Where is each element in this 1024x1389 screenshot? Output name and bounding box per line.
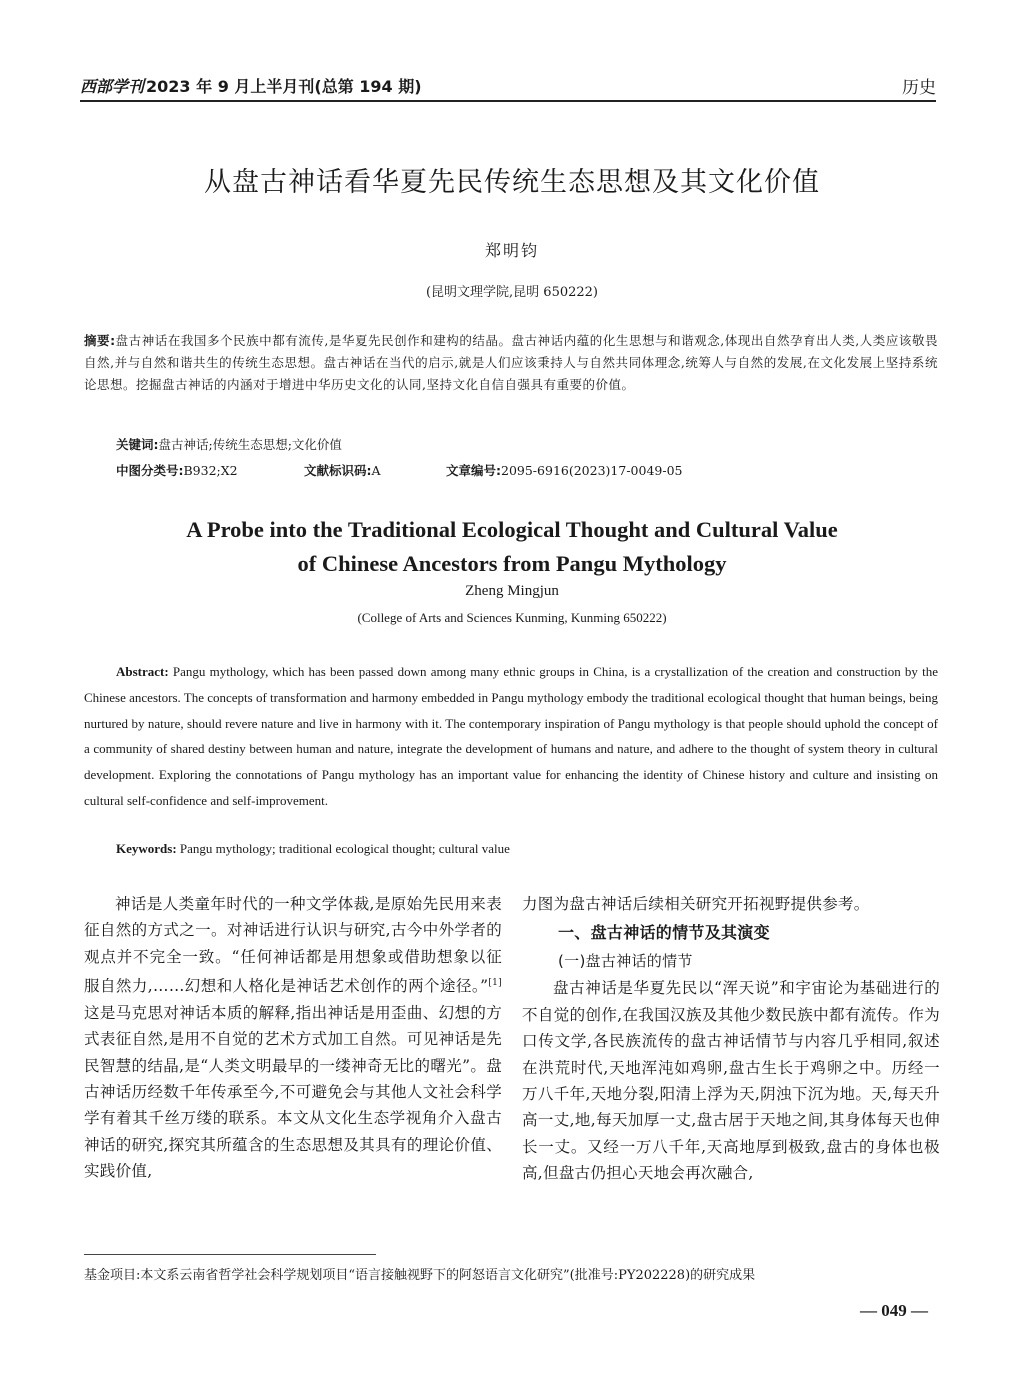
- author-chinese: 郑明钧: [484, 241, 539, 260]
- body-paragraph: [84, 891, 502, 1185]
- article-label: 文章编号:: [446, 463, 501, 478]
- subsection-heading: (一)盘古神话的情节: [558, 952, 693, 971]
- clc-label: 中图分类号:: [116, 463, 184, 478]
- page-number: — 049 —: [860, 1301, 928, 1320]
- title-english: [60, 513, 964, 581]
- keywords-chinese: [116, 435, 342, 453]
- abstract-text-cn: 盘古神话在我国多个民族中都有流传,是华夏先民创作和建构的结晶。盘古神话内蕴的化生思想与和谐观念,体现出自然孕育出人类,人类应该敬畏自然,并与自然和谐共生的传统生态思想。盘古神话在当代的启示,就是人们应该秉持人与自然共同体理念,统筹人与自然的发展,在文化发展上坚持系统论思想。挖掘盘古神话的内涵对于增进中华历史文化的认同,坚持文化自信自强具有重要的价值。: [84, 333, 938, 392]
- abstract-label-cn: 摘要:: [84, 333, 116, 348]
- body-text: 这是马克思对神话本质的解释,指出神话是用歪曲、幻想的方式表征自然,是用不自觉的艺术方式加工自然。可见神话是先民智慧的结晶,是“人类文明最早的一缕神奇无比的曙光”。盘古神话历经数千年传承至今,不可避免会与其他人文社会科学学有着其千丝万缕的联系。本文从文化生态学视角介入盘古神话的研究,探究其所蕴含的生态思想及其具有的理论价值、实践价值,: [84, 1003, 502, 1181]
- footnote-rule: [84, 1254, 376, 1255]
- body-column-left: [84, 891, 502, 1185]
- abstract-text-en: Pangu mythology, which has been passed down among many ethnic groups in China, is a crystallization of the creation and construction by the Chinese ancestors. The concepts of transformation and harmony embedded in Pangu mythology embody the traditional ecological thought that human beings, being nurtured by nature, should revere nature and live in harmony with it. The contemporary inspiration of Pangu mythology is that people should uphold the concept of a community of shared destiny between human and nature, integrate the development of humans and nature, and adhere to the thought of system theory in cultural development. Exploring the connotations of Pangu mythology has an important value for enhancing the identity of Chinese history and culture and insisting on cultural self-confidence and self-improvement.: [84, 664, 939, 808]
- doc-label: 文献标识码:: [304, 463, 372, 478]
- clc-number: [116, 461, 304, 479]
- keywords-text-cn: 盘古神话;传统生态思想;文化价值: [158, 437, 342, 452]
- affiliation-english: (College of Arts and Sciences Kunming, Kunming 650222): [357, 610, 667, 625]
- funding-footnote: 基金项目:本文系云南省哲学社会科学规划项目“语言接触视野下的阿怒语言文化研究”(批准号:PY202228)的研究成果: [84, 1268, 756, 1283]
- abstract-chinese: [84, 330, 938, 396]
- title-english-line2: of Chinese Ancestors from Pangu Mythology: [297, 551, 727, 576]
- issue-info: 2023 年 9 月上半月刊(总第 194 期): [146, 76, 422, 96]
- section-heading: 一、盘古神话的情节及其演变: [558, 923, 770, 943]
- document-code: [304, 461, 446, 479]
- article-value: 2095-6916(2023)17-0049-05: [501, 463, 683, 478]
- doc-value: A: [371, 463, 381, 478]
- keywords-label-en: Keywords:: [116, 841, 177, 856]
- header-rule: [80, 100, 936, 102]
- abstract-label-en: Abstract:: [116, 664, 169, 679]
- classification-row: [116, 461, 938, 479]
- journal-logo: 西部学刊: [80, 76, 145, 96]
- keywords-english: [116, 841, 510, 857]
- title-chinese: 从盘古神话看华夏先民传统生态思想及其文化价值: [204, 167, 820, 198]
- keywords-text-en: Pangu mythology; traditional ecological thought; cultural value: [179, 841, 510, 856]
- body-paragraph: 盘古神话是华夏先民以“浑天说”和宇宙论为基础进行的不自觉的创作,在我国汉族及其他少数民族中都有流传。作为口传文学,各民族流传的盘古神话情节与内容几乎相同,叙述在洪荒时代,天地浑沌如鸡卵,盘古生长于鸡卵之中。历经一万八千年,天地分裂,阳清上浮为天,阴浊下沉为地。天,每天升高一丈,地,每天加厚一丈,盘古居于天地之间,其身体每天也伸长一丈。又经一万八千年,天高地厚到极致,盘古的身体也极高,但盘古仍担心天地会再次融合,: [522, 979, 940, 1183]
- body-text: 神话是人类童年时代的一种文学体裁,是原始先民用来表征自然的方式之一。对神话进行认识与研究,古今中外学者的观点并不完全一致。“任何神话都是用想象或借助想象以征服自然力,……幻想和人格化是神话艺术创作的两个途径。”: [84, 895, 502, 996]
- body-paragraph: 力图为盘古神话后续相关研究开拓视野提供参考。: [522, 895, 870, 913]
- article-number: [446, 461, 682, 479]
- abstract-english: [84, 659, 938, 814]
- title-english-line1: A Probe into the Traditional Ecological Thought and Cultural Value: [186, 517, 838, 542]
- clc-value: B932;X2: [183, 463, 238, 478]
- body-column-right: [522, 891, 940, 1187]
- keywords-label-cn: 关键词:: [116, 437, 159, 452]
- citation-ref: [1]: [488, 978, 502, 989]
- journal-issue: [80, 74, 422, 97]
- author-english: Zheng Mingjun: [465, 583, 559, 599]
- running-header: [80, 72, 936, 98]
- affiliation-chinese: (昆明文理学院,昆明 650222): [425, 285, 599, 300]
- section-name: 历史: [902, 77, 936, 98]
